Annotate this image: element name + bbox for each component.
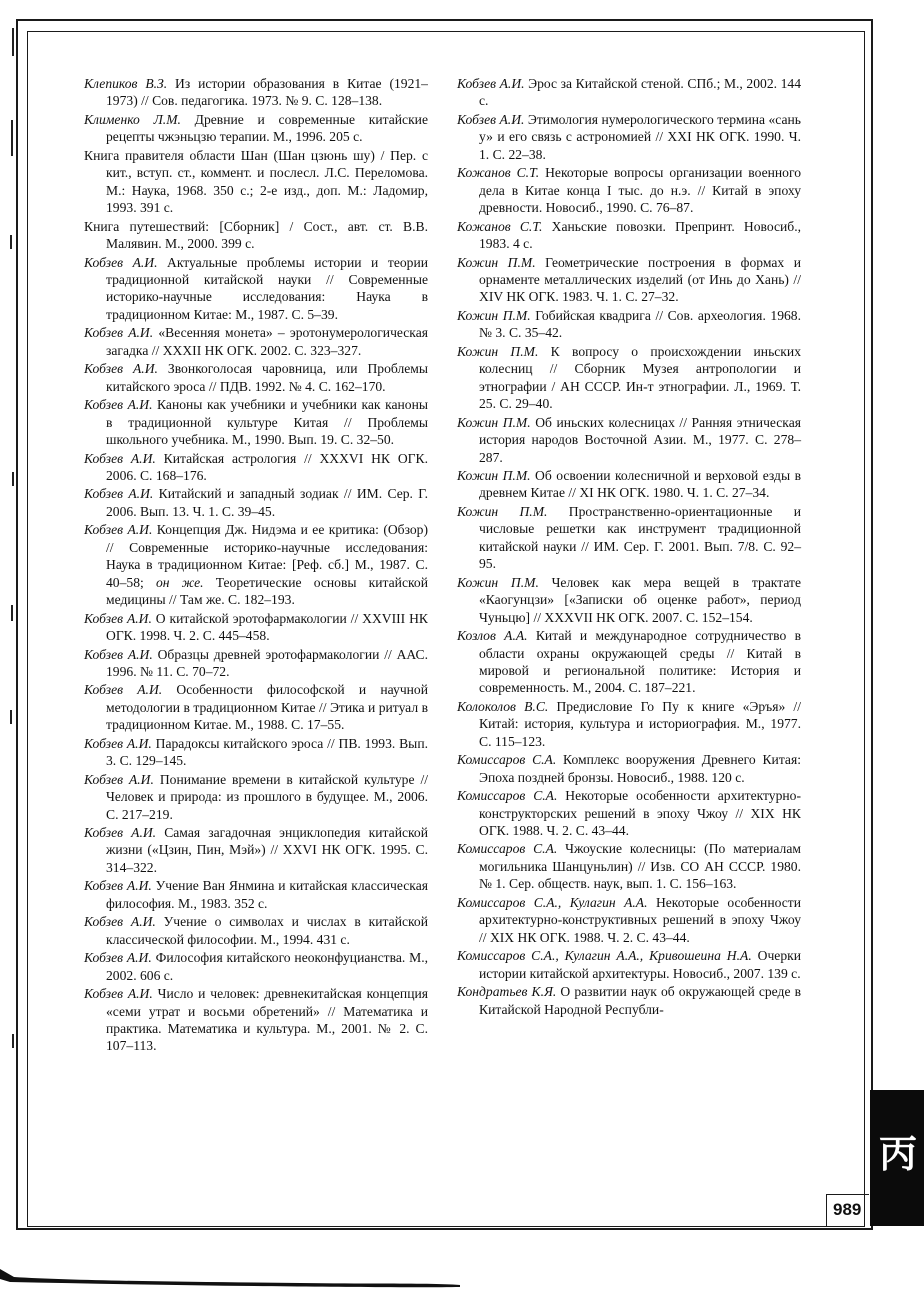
- entry-author: Колоколов В.С.: [457, 698, 549, 714]
- bibliography-entry: [457, 467, 801, 502]
- entry-text: Особенности философской и научной методологии в традиционном Китае // Этика и ритуал в традиционном Китае. М., 1988. С. 17–55.: [106, 682, 429, 733]
- page-number: 989: [833, 1200, 862, 1219]
- bibliography-entry: [457, 164, 801, 216]
- bibliography-entry: [84, 324, 428, 359]
- entry-author: Кобзев А.И.: [84, 646, 153, 662]
- entry-italic: он же.: [155, 574, 204, 590]
- bibliography-entry: [457, 627, 801, 697]
- entry-author: Кожин П.М.: [457, 503, 548, 519]
- bibliography-entry: [84, 646, 428, 681]
- scan-mark: [10, 235, 12, 249]
- bibliography-entry: [457, 983, 801, 1018]
- entry-text: Каноны как учебники и учебники как каноны в традиционной культуре Китая // Проблемы школьного учебника. М., 1990. Вып. 19. С. 32–50.: [106, 397, 428, 448]
- entry-author: Кожин П.М.: [457, 467, 531, 483]
- entry-text: Число и человек: древнекитайская концепция «семи утрат и восьми обретений» // Математика и практика. Математика и культура. М., 2001. № 2. С. 107–113.: [106, 986, 428, 1054]
- entry-text: Концепция Дж. Нидэма и ее критика: (Обзор) // Современные историко-научные исследования: Наука в традиционном Китае: [Реф. сб.] М., 1987. С. 40–58;: [106, 522, 428, 590]
- bibliography-entry: [84, 218, 428, 253]
- entry-author: Кожин П.М.: [457, 254, 536, 270]
- entry-text: Об освоении колесничной и верховой езды в древнем Китае // XI НК ОГК. 1980. Ч. 1. С. 27–34.: [479, 467, 801, 501]
- entry-text: Некоторые вопросы организации военного дела в Китае конца I тыс. до н.э. // Китай в эпоху древности. Новосиб., 1990. С. 76–87.: [479, 165, 801, 216]
- scan-mark: [11, 605, 13, 621]
- bibliography-entry: [457, 698, 801, 750]
- scan-mark: [11, 120, 13, 156]
- entry-text: О развитии наук об окружающей среде в Китайской Народной Республи-: [479, 984, 801, 1017]
- entry-author: Кобзев А.И.: [84, 914, 156, 930]
- entry-text: Некоторые особенности архитектурно-конструктивных решений в эпоху Чжоу // XIX НК ОГК. 1988. Ч. 2. С. 43–44.: [479, 894, 801, 945]
- entry-text: Чжоуские колесницы: (По материалам могильника Шанцуньлин) // Изв. СО АН СССР. 1980. № 1. Сер. обществ. наук, вып. 1. С. 156–163.: [479, 841, 801, 892]
- entry-text-tail: Теоретические основы китайской медицины // Там же. С. 182–193.: [106, 574, 428, 608]
- scan-smear: [0, 1263, 460, 1289]
- entry-text: «Весенняя монета» – эротонумерологическая загадка // XXXII НК ОГК. 2002. С. 323–327.: [106, 325, 428, 358]
- bibliography-entry: [84, 75, 428, 110]
- entry-author: Кожин П.М.: [457, 574, 539, 590]
- entry-text: Понимание времени в китайской культуре // Человек и природа: из прошлого в будущее. М., 2006. С. 217–219.: [106, 771, 428, 822]
- entry-author: Кобзев А.И.: [84, 522, 153, 538]
- bibliography-entry: [457, 840, 801, 892]
- entry-author: Кожанов С.Т.: [457, 165, 540, 181]
- entry-text: Книга путешествий: [Сборник] / Сост., авт. ст. В.В. Малявин. М., 2000. 399 с.: [84, 218, 428, 252]
- bibliography-entry: [84, 147, 428, 217]
- bibliography-entry: [457, 574, 801, 626]
- entry-author: Кожин П.М.: [457, 307, 531, 323]
- bibliography-entry: [84, 985, 428, 1055]
- bibliography-entry: [457, 787, 801, 839]
- entry-author: Кобзев А.И.: [84, 325, 154, 341]
- bibliography-entry: [84, 485, 428, 520]
- entry-author: Кожанов С.Т.: [457, 218, 543, 234]
- entry-text: Человек как мера вещей в трактате «Каогунцзи» [«Записки об оценке работ», период Чуньцю] // XXXVII НК ОГК. 2007. С. 152–154.: [479, 574, 801, 625]
- entry-author: Комиссаров С.А.: [457, 841, 558, 857]
- entry-text: Парадоксы китайского эроса // ПВ. 1993. Вып. 3. С. 129–145.: [106, 735, 428, 769]
- entry-author: Кобзев А.И.: [84, 397, 153, 413]
- entry-text: Китай и международное сотрудничество в области охраны окружающей среды // Китай в мировой и региональной политике: История и современность. М., 2004. С. 187–221.: [479, 628, 801, 696]
- entry-text: Из истории образования в Китае (1921–1973) // Сов. педагогика. 1973. № 9. С. 128–138.: [106, 76, 428, 109]
- entry-author: Клименко Л.М.: [84, 111, 181, 127]
- entry-author: Кобзев А.И.: [84, 450, 156, 466]
- bibliography-entry: [84, 824, 428, 876]
- bibliography-column-right: [457, 75, 801, 1019]
- entry-author: Комиссаров С.А.: [457, 788, 558, 804]
- entry-text: Некоторые особенности архитектурно-конструкторских решений в эпоху Чжоу // XIX НК ОГК. 1988. Ч. 2. С. 43–44.: [479, 788, 801, 839]
- entry-author: Кобзев А.И.: [84, 950, 152, 966]
- entry-author: Кобзев А.И.: [457, 111, 525, 127]
- entry-text: Очерки истории китайской архитектуры. Новосиб., 2007. 139 с.: [479, 948, 801, 981]
- entry-author: Козлов А.А.: [457, 628, 528, 644]
- entry-text: Ханьские повозки. Препринт. Новосиб., 1983. 4 с.: [479, 218, 802, 252]
- entry-text: Китайская астрология // XXXVI НК ОГК. 2006. С. 168–176.: [106, 450, 428, 483]
- entry-text: К вопросу о происхождении иньских колесниц // Сборник Музея антропологии и этнографии / АН СССР. Ин-т этнографии. Л., 1969. Т. 25. С. 29–40.: [479, 343, 801, 412]
- entry-text: Учение о символах и числах в китайской классической философии. М., 1994. 431 с.: [106, 914, 428, 947]
- bibliography-entry: [84, 111, 428, 146]
- bibliography-entry: [84, 913, 428, 948]
- entry-author: Кожин П.М.: [457, 414, 531, 430]
- bibliography-entry: [84, 450, 428, 485]
- entry-author: Кобзев А.И.: [84, 771, 154, 787]
- entry-text: Китайский и западный зодиак // ИМ. Сер. Г. 2006. Вып. 13. Ч. 1. С. 39–45.: [106, 486, 428, 519]
- entry-text: Звонкоголосая чаровница, или Проблемы китайского эроса // ПДВ. 1992. № 4. С. 162–170.: [106, 361, 428, 394]
- bibliography-column-left: [84, 75, 428, 1056]
- scan-mark: [12, 472, 14, 486]
- entry-author: Комиссаров С.А., Кулагин А.А.: [457, 894, 648, 910]
- bibliography-entry: [84, 521, 428, 608]
- entry-author: Кобзев А.И.: [457, 76, 525, 91]
- entry-text: Древние и современные китайские рецепты чжэньцзю терапии. М., 1996. 205 с.: [106, 111, 428, 145]
- bibliography-entry: [84, 877, 428, 912]
- entry-text: Философия китайского неоконфуцианства. М., 2002. 606 с.: [106, 950, 429, 983]
- entry-text: Актуальные проблемы истории и теории традиционной китайской науки // Современные историко-научные исследования: Наука в традиционном Китае: М., 1987. С. 5–39.: [106, 254, 428, 322]
- bibliography-entry: [457, 947, 801, 982]
- entry-text: Этимология нумерологического термина «сань у» и его связь с астрономией // XXI НК ОГК. 1990. Ч. 1. С. 22–38.: [479, 111, 801, 162]
- entry-author: Кобзев А.И.: [84, 610, 152, 626]
- scan-mark: [12, 1034, 14, 1048]
- bibliography-entry: [457, 414, 801, 466]
- bibliography-entry: [84, 949, 428, 984]
- scan-mark: [12, 28, 14, 56]
- entry-author: Кобзев А.И.: [84, 361, 158, 377]
- bibliography-entry: [457, 894, 801, 946]
- bibliography-entry: [84, 681, 428, 733]
- entry-text: Пространственно-ориентационные и числовые решетки как инструмент традиционной китайской науки // ИМ. Сер. Г. 2001. Вып. 7/8. С. 92–95.: [479, 503, 801, 572]
- entry-text: Предисловие Го Пу к книге «Эръя» // Китай: история, культура и историография. М., 1977. С. 115–123.: [479, 698, 801, 749]
- entry-author: Кобзев А.И.: [84, 878, 152, 894]
- bibliography-entry: [84, 360, 428, 395]
- entry-text: Гобийская квадрига // Сов. археология. 1968. № 3. С. 35–42.: [479, 307, 801, 341]
- bibliography-entry: [457, 343, 801, 413]
- bibliography-entry: [84, 735, 428, 770]
- bibliography-entry: [457, 75, 801, 110]
- entry-author: Кобзев А.И.: [84, 682, 163, 698]
- entry-text: Эрос за Китайской стеной. СПб.; М., 2002. 144 с.: [479, 76, 801, 109]
- entry-author: Комиссаров С.А., Кулагин А.А., Кривошеина Н.А.: [457, 948, 752, 964]
- entry-author: Кобзев А.И.: [84, 254, 158, 270]
- entry-author: Комиссаров С.А.: [457, 752, 557, 768]
- entry-author: Кобзев А.И.: [84, 986, 153, 1002]
- entry-text: Образцы древней эротофармакологии // ААС. 1996. № 11. С. 70–72.: [106, 646, 429, 679]
- entry-author: Кондратьев К.Я.: [457, 984, 557, 1000]
- bibliography-entry: [84, 254, 428, 324]
- bibliography-entry: [84, 396, 428, 448]
- bibliography-entry: [457, 254, 801, 306]
- entry-author: Клепиков В.З.: [84, 76, 168, 91]
- entry-text: Самая загадочная энциклопедия китайской жизни («Цзин, Пин, Мэй») // XXVI НК ОГК. 1995. С. 314–322.: [106, 825, 428, 875]
- entry-text: Комплекс вооружения Древнего Китая: Эпоха поздней бронзы. Новосиб., 1988. 120 с.: [479, 752, 801, 785]
- entry-text: Учение Ван Янмина и китайская классическая философия. М., 1983. 352 с.: [106, 878, 428, 911]
- entry-author: Кобзев А.И.: [84, 825, 157, 841]
- section-tab: [870, 1090, 924, 1226]
- entry-text: Геометрические построения в формах и орнаменте металлических изделий (от Инь до Хань) // XIV НК ОГК. 1983. Ч. 1. С. 27–32.: [479, 254, 801, 305]
- entry-author: Кожин П.М.: [457, 343, 539, 359]
- bibliography-entry: [84, 771, 428, 823]
- entry-text: Книга правителя области Шан (Шан цзюнь шу) / Пер. с кит., вступ. ст., коммент. и послесл. Л.С. Переломова. М.: Наука, 1968. 350 с.; 2-е изд., доп. М.: Ладомир, 1993. 391 с.: [84, 147, 428, 216]
- section-glyph: 丙: [878, 1132, 917, 1176]
- bibliography-entry: [457, 503, 801, 573]
- bibliography-entry: [457, 111, 801, 163]
- entry-text: О китайской эротофармакологии // XXVIII НК ОГК. 1998. Ч. 2. С. 445–458.: [106, 610, 428, 644]
- scan-mark: [10, 710, 12, 724]
- entry-text: Об иньских колесницах // Ранняя этническая история народов Восточной Азии. М., 1977. С. 278–287.: [479, 414, 801, 465]
- entry-author: Кобзев А.И.: [84, 486, 154, 502]
- entry-author: Кобзев А.И.: [84, 735, 152, 751]
- bibliography-entry: [457, 751, 801, 786]
- bibliography-entry: [84, 610, 428, 645]
- bibliography-entry: [457, 307, 801, 342]
- bibliography-entry: [457, 218, 801, 253]
